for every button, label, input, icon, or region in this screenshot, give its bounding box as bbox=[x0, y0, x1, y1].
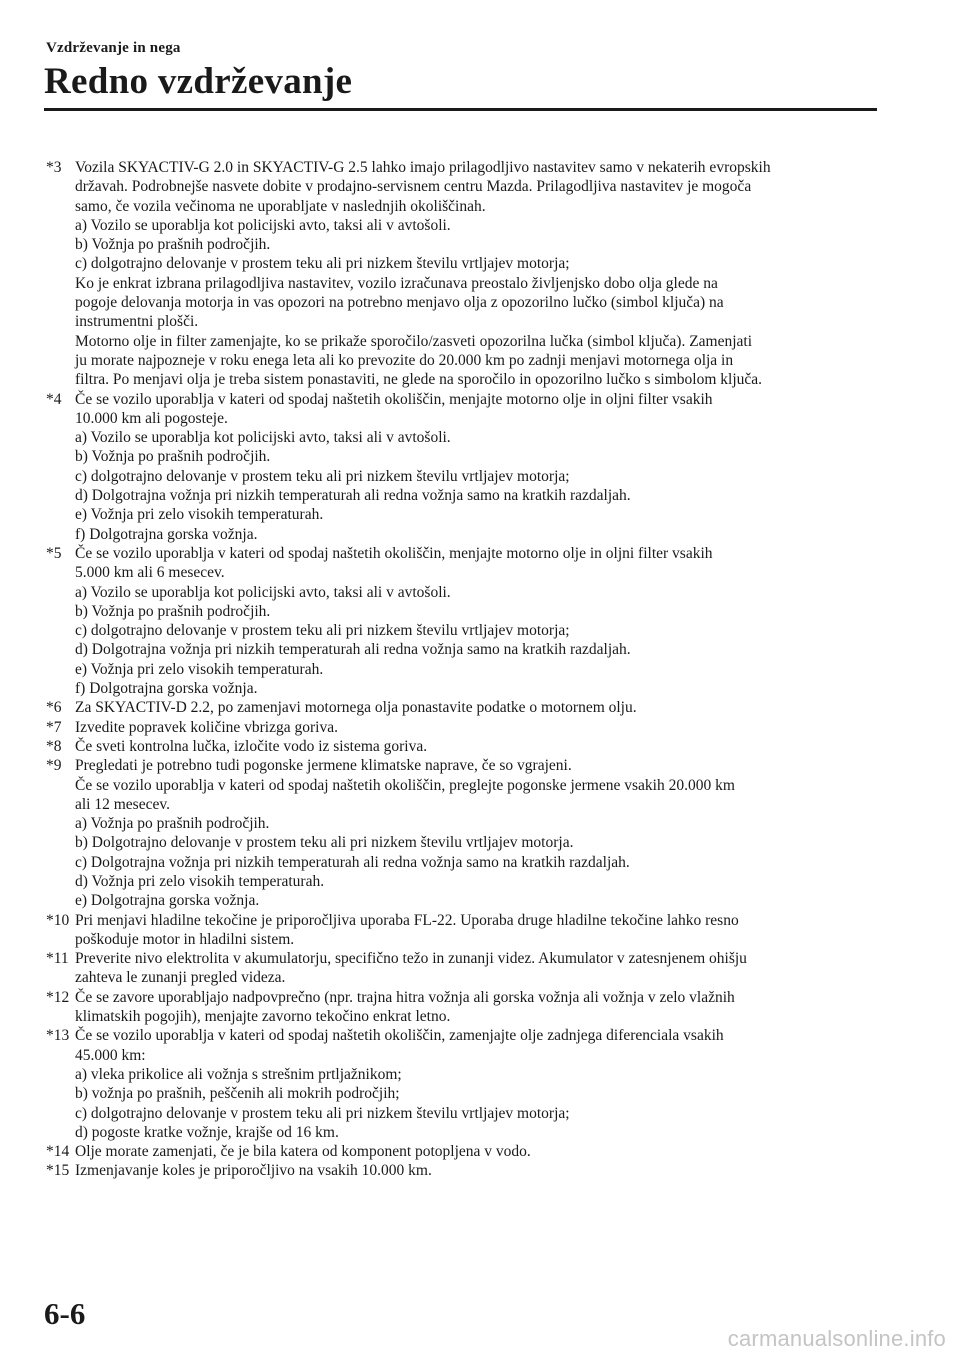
footnote-line: c) dolgotrajno delovanje v prostem teku ali pri nizkem številu vrtljajev motorja; bbox=[75, 255, 570, 273]
footnote-item bbox=[46, 1142, 886, 1161]
footnote-text bbox=[75, 911, 886, 950]
footnote-item bbox=[46, 158, 886, 390]
footnote-item bbox=[46, 698, 886, 717]
footnote-item bbox=[46, 718, 886, 737]
footnote-text bbox=[75, 1026, 886, 1142]
footnote-text bbox=[75, 756, 886, 910]
footnote-line: f) Dolgotrajna gorska vožnja. bbox=[75, 680, 258, 698]
footnote-line: Pregledati je potrebno tudi pogonske jermene klimatske naprave, če so vgrajeni. bbox=[75, 757, 572, 775]
footnote-line: ali 12 mesecev. bbox=[75, 795, 170, 813]
footnote-item bbox=[46, 390, 886, 544]
footnote-line: ju morate najpozneje v roku enega leta ali ko prevozite do 20.000 km po zadnji menjavi motornega olja in bbox=[75, 351, 734, 369]
footnote-line: Olje morate zamenjati, če je bila katera od komponent potopljena v vodo. bbox=[75, 1143, 531, 1161]
footnote-line: c) dolgotrajno delovanje v prostem teku ali pri nizkem številu vrtljajev motorja; bbox=[75, 622, 570, 640]
footnote-line: a) Vozilo se uporablja kot policijski avto, taksi ali v avtošoli. bbox=[75, 583, 451, 601]
footnote-text bbox=[75, 390, 886, 544]
footnote-line: filtra. Po menjavi olja je treba sistem ponastaviti, ne glede na sporočilo in opozorilno lučko s simbolom ključa. bbox=[75, 371, 763, 389]
footnote-text bbox=[75, 158, 886, 390]
footnote-text bbox=[75, 1161, 886, 1180]
footnote-line: b) vožnja po prašnih, peščenih ali mokrih področjih; bbox=[75, 1085, 400, 1103]
footnote-line: Če se vozilo uporablja v kateri od spodaj naštetih okoliščin, zamenjajte olje zadnjega diferenciala vsakih bbox=[75, 1027, 724, 1045]
footnote-line: Ko je enkrat izbrana prilagodljiva nastavitev, vozilo izračunava preostalo življenjsko dobo olja glede na bbox=[75, 274, 718, 292]
footnote-line: a) Vozilo se uporablja kot policijski avto, taksi ali v avtošoli. bbox=[75, 216, 451, 234]
footnote-marker: *15 bbox=[46, 1162, 70, 1180]
page-title: Redno vzdrževanje bbox=[44, 61, 353, 102]
footnote-item bbox=[46, 1161, 886, 1180]
footnote-line: a) Vozilo se uporablja kot policijski avto, taksi ali v avtošoli. bbox=[75, 429, 451, 447]
footnote-text bbox=[75, 1142, 886, 1161]
footnote-item bbox=[46, 756, 886, 910]
footnote-line: b) Dolgotrajno delovanje v prostem teku ali pri nizkem številu vrtljajev motorja. bbox=[75, 834, 574, 852]
footnote-marker: *10 bbox=[46, 911, 70, 929]
footnote-line: zahteva le zunanji pregled videza. bbox=[75, 969, 286, 987]
footnote-line: Če se zavore uporabljajo nadpovprečno (npr. trajna hitra vožnja ali gorska vožnja ali vožnja v zelo vlažnih bbox=[75, 988, 735, 1006]
footnote-marker: *5 bbox=[46, 544, 62, 562]
footnote-marker: *12 bbox=[46, 988, 70, 1006]
footnote-line: Če se vozilo uporablja v kateri od spodaj naštetih okoliščin, preglejte pogonske jermene vsakih 20.000 km bbox=[75, 776, 735, 794]
footnote-item bbox=[46, 737, 886, 756]
footnote-text bbox=[75, 698, 886, 717]
footnote-list bbox=[46, 158, 886, 1181]
footnote-line: c) Dolgotrajna vožnja pri nizkih temperaturah ali redna vožnja samo na kratkih razdaljah. bbox=[75, 853, 630, 871]
footnote-item bbox=[46, 911, 886, 950]
footnote-line: Izvedite popravek količine vbrizga goriva. bbox=[75, 718, 338, 736]
footnote-line: Če se vozilo uporablja v kateri od spodaj naštetih okoliščin, menjajte motorno olje in oljni filter vsakih bbox=[75, 390, 713, 408]
footnote-line: f) Dolgotrajna gorska vožnja. bbox=[75, 525, 258, 543]
footnote-line: b) Vožnja po prašnih področjih. bbox=[75, 448, 271, 466]
footnote-text bbox=[75, 988, 886, 1027]
footnote-line: samo, če vozila večinoma ne uporabljate v naslednjih okoliščinah. bbox=[75, 197, 486, 215]
footnote-marker: *14 bbox=[46, 1143, 70, 1161]
footnote-item bbox=[46, 1026, 886, 1142]
footnote-line: 45.000 km: bbox=[75, 1046, 146, 1064]
footnote-line: d) Dolgotrajna vožnja pri nizkih temperaturah ali redna vožnja samo na kratkih razdaljah. bbox=[75, 641, 631, 659]
footnote-marker: *7 bbox=[46, 718, 62, 736]
footnote-line: c) dolgotrajno delovanje v prostem teku ali pri nizkem številu vrtljajev motorja; bbox=[75, 467, 570, 485]
footnote-line: d) Vožnja pri zelo visokih temperaturah. bbox=[75, 872, 325, 890]
footnote-line: Vozila SKYACTIV-G 2.0 in SKYACTIV-G 2.5 lahko imajo prilagodljivo nastavitev samo v nekaterih evropskih bbox=[75, 159, 771, 176]
footnote-item bbox=[46, 988, 886, 1027]
footnote-line: e) Vožnja pri zelo visokih temperaturah. bbox=[75, 660, 324, 678]
footnote-marker: *6 bbox=[46, 699, 62, 717]
footnote-text bbox=[75, 544, 886, 698]
footnote-line: e) Vožnja pri zelo visokih temperaturah. bbox=[75, 506, 324, 524]
footnote-line: Za SKYACTIV-D 2.2, po zamenjavi motornega olja ponastavite podatke o motornem olju. bbox=[75, 699, 637, 717]
footnote-line: c) dolgotrajno delovanje v prostem teku ali pri nizkem številu vrtljajev motorja; bbox=[75, 1104, 570, 1122]
footnote-line: Preverite nivo elektrolita v akumulatorju, specifično težo in zunanji videz. Akumulator v zatesnjenem ohišju bbox=[75, 950, 747, 968]
footnote-line: e) Dolgotrajna gorska vožnja. bbox=[75, 892, 260, 910]
footnote-line: klimatskih pogojih), menjajte zavorno tekočino enkrat letno. bbox=[75, 1008, 451, 1026]
footnote-item bbox=[46, 544, 886, 698]
footnote-line: b) Vožnja po prašnih področjih. bbox=[75, 602, 271, 620]
title-divider bbox=[44, 108, 877, 111]
footnote-line: poškoduje motor in hladilni sistem. bbox=[75, 930, 295, 948]
footnote-text bbox=[75, 949, 886, 988]
footnote-line: Motorno olje in filter zamenjajte, ko se prikaže sporočilo/zasveti opozorilna lučka (simbol ključa). Zamenjati bbox=[75, 332, 753, 350]
footnote-line: državah. Podrobnejše nasvete dobite v prodajno-servisnem centru Mazda. Prilagodljiva nastavitev je mogoča bbox=[75, 178, 752, 196]
footnote-line: Pri menjavi hladilne tekočine je priporočljiva uporaba FL-22. Uporaba druge hladilne tekočine lahko resno bbox=[75, 911, 739, 929]
footnote-line: 10.000 km ali pogosteje. bbox=[75, 409, 228, 427]
footnote-text bbox=[75, 718, 886, 737]
footnote-marker: *13 bbox=[46, 1027, 70, 1045]
footnote-line: d) pogoste kratke vožnje, krajše od 16 km. bbox=[75, 1123, 339, 1141]
footnote-line: Izmenjavanje koles je priporočljivo na vsakih 10.000 km. bbox=[75, 1162, 432, 1180]
footnote-line: a) Vožnja po prašnih področjih. bbox=[75, 815, 270, 833]
footnote-line: Če se vozilo uporablja v kateri od spodaj naštetih okoliščin, menjajte motorno olje in oljni filter vsakih bbox=[75, 544, 713, 562]
footnote-line: d) Dolgotrajna vožnja pri nizkih temperaturah ali redna vožnja samo na kratkih razdaljah. bbox=[75, 487, 631, 505]
footnote-text bbox=[75, 737, 886, 756]
footnote-line: Če sveti kontrolna lučka, izločite vodo iz sistema goriva. bbox=[75, 737, 428, 755]
page-number: 6-6 bbox=[44, 1296, 86, 1331]
footnote-marker: *11 bbox=[46, 950, 69, 968]
footnote-line: b) Vožnja po prašnih področjih. bbox=[75, 236, 271, 254]
footnote-line: pogoje delovanja motorja in vas opozori na potrebno menjavo olja z opozorilno lučko (simbol ključa) na bbox=[75, 294, 724, 312]
footnote-line: instrumentni plošči. bbox=[75, 313, 199, 331]
footnote-marker: *9 bbox=[46, 757, 62, 775]
section-label: Vzdrževanje in nega bbox=[46, 40, 181, 56]
footnote-marker: *4 bbox=[46, 390, 62, 408]
footnote-marker: *8 bbox=[46, 737, 62, 755]
watermark: carmanualsonline.info bbox=[727, 1326, 946, 1351]
footnote-line: a) vleka prikolice ali vožnja s strešnim prtljažnikom; bbox=[75, 1065, 402, 1083]
footnote-item bbox=[46, 949, 886, 988]
footnote-marker: *3 bbox=[46, 159, 62, 176]
footnote-line: 5.000 km ali 6 mesecev. bbox=[75, 564, 225, 582]
